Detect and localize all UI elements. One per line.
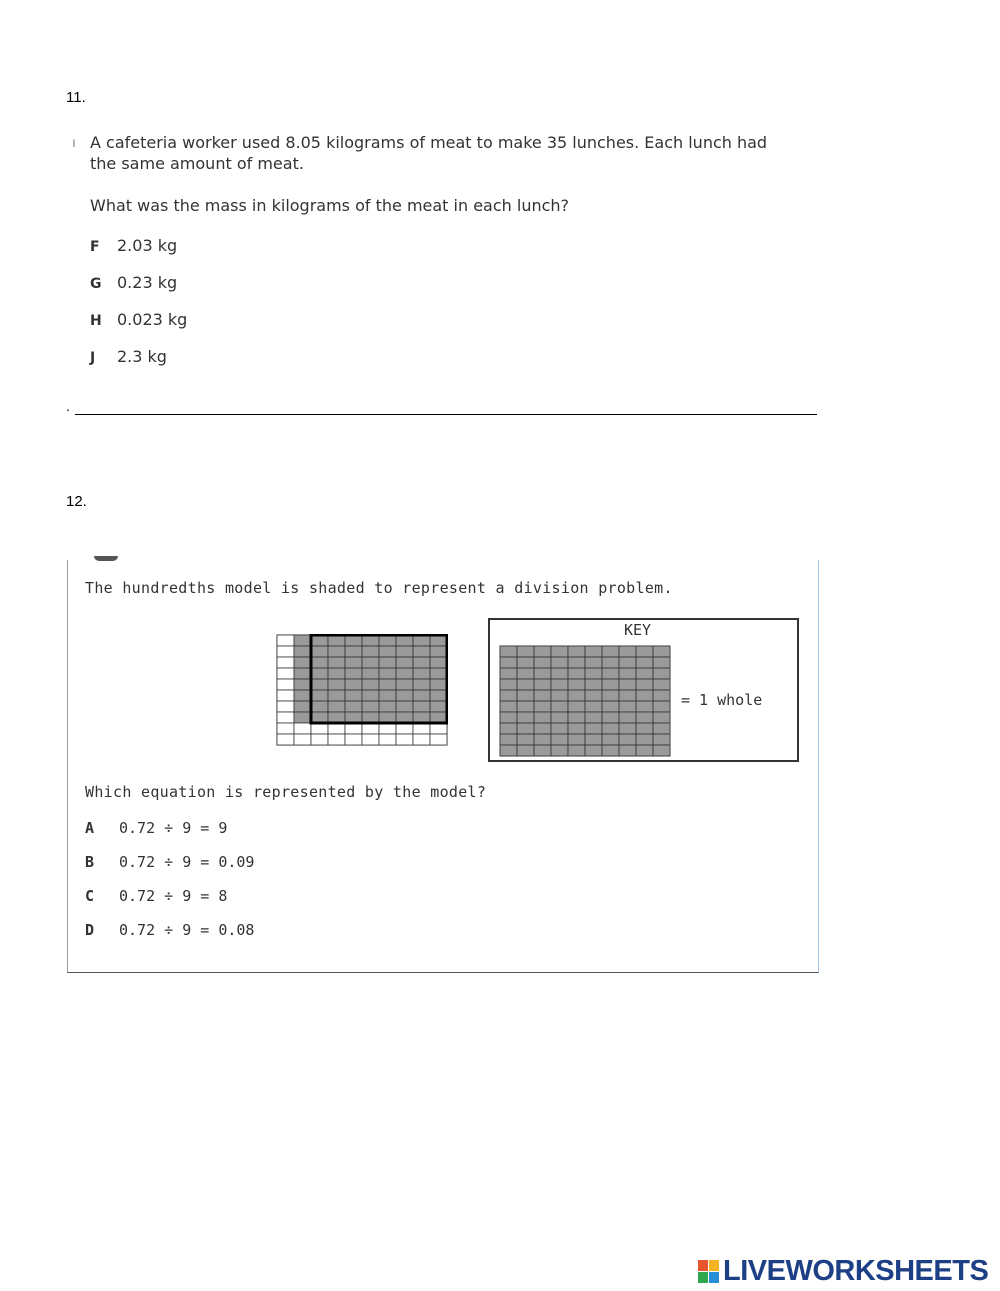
grid-cell-shaded bbox=[585, 690, 602, 701]
grid-cell-shaded bbox=[585, 701, 602, 712]
q12-option-c[interactable] bbox=[85, 887, 227, 905]
grid-cell bbox=[328, 723, 345, 734]
grid-cell-shaded bbox=[619, 690, 636, 701]
grid-cell-shaded bbox=[551, 668, 568, 679]
grid-cell-shaded bbox=[653, 690, 670, 701]
grid-cell bbox=[277, 690, 294, 701]
grid-cell bbox=[277, 646, 294, 657]
grid-cell-shaded bbox=[636, 712, 653, 723]
grid-cell-shaded bbox=[619, 668, 636, 679]
grid-cell bbox=[311, 723, 328, 734]
grid-cell-shaded bbox=[568, 701, 585, 712]
grid-cell-shaded bbox=[653, 701, 670, 712]
grid-cell-shaded bbox=[517, 646, 534, 657]
grid-cell-shaded bbox=[653, 646, 670, 657]
grid-cell-shaded bbox=[500, 701, 517, 712]
grid-cell-shaded bbox=[619, 712, 636, 723]
grid-cell-shaded bbox=[379, 679, 396, 690]
grid-cell-shaded bbox=[619, 679, 636, 690]
grid-cell bbox=[277, 679, 294, 690]
grid-cell-shaded bbox=[585, 657, 602, 668]
grid-cell-shaded bbox=[568, 657, 585, 668]
grid-cell-shaded bbox=[585, 723, 602, 734]
grid-cell-shaded bbox=[294, 646, 311, 657]
grid-cell-shaded bbox=[379, 701, 396, 712]
grid-cell-shaded bbox=[653, 712, 670, 723]
grid-cell-shaded bbox=[551, 679, 568, 690]
grid-cell-shaded bbox=[430, 635, 447, 646]
grid-cell-shaded bbox=[602, 745, 619, 756]
option-letter: D bbox=[85, 921, 95, 939]
grid-cell bbox=[379, 734, 396, 745]
grid-cell bbox=[379, 723, 396, 734]
grid-cell-shaded bbox=[636, 734, 653, 745]
grid-cell-shaded bbox=[362, 668, 379, 679]
grid-cell bbox=[396, 734, 413, 745]
logo-block bbox=[698, 1260, 708, 1271]
key-equals-whole: = 1 whole bbox=[681, 691, 763, 709]
grid-cell-shaded bbox=[653, 723, 670, 734]
grid-cell-shaded bbox=[362, 712, 379, 723]
grid-cell-shaded bbox=[500, 712, 517, 723]
grid-cell-shaded bbox=[413, 646, 430, 657]
grid-cell bbox=[277, 712, 294, 723]
grid-cell-shaded bbox=[517, 734, 534, 745]
grid-cell-shaded bbox=[345, 690, 362, 701]
grid-cell-shaded bbox=[396, 657, 413, 668]
option-letter: J bbox=[90, 350, 96, 366]
grid-cell-shaded bbox=[345, 712, 362, 723]
grid-cell-shaded bbox=[379, 712, 396, 723]
grid-cell-shaded bbox=[534, 690, 551, 701]
grid-cell-shaded bbox=[311, 701, 328, 712]
option-text: 0.72 ÷ 9 = 0.09 bbox=[119, 853, 255, 871]
grid-cell-shaded bbox=[294, 701, 311, 712]
grid-cell-shaded bbox=[551, 712, 568, 723]
q12-option-b[interactable] bbox=[85, 853, 254, 871]
grid-cell-shaded bbox=[653, 734, 670, 745]
logo-text: LIVEWORKSHEETS bbox=[723, 1255, 989, 1287]
grid-cell bbox=[430, 734, 447, 745]
grid-cell-shaded bbox=[551, 701, 568, 712]
grid-cell-shaded bbox=[328, 657, 345, 668]
grid-cell-shaded bbox=[294, 635, 311, 646]
grid-cell-shaded bbox=[362, 701, 379, 712]
grid-cell-shaded bbox=[328, 668, 345, 679]
option-text: 0.23 kg bbox=[117, 273, 178, 292]
grid-cell bbox=[413, 723, 430, 734]
grid-cell-shaded bbox=[602, 701, 619, 712]
grid-cell-shaded bbox=[619, 745, 636, 756]
grid-cell bbox=[430, 723, 447, 734]
option-text: 2.03 kg bbox=[117, 236, 178, 255]
q11-answer-line[interactable] bbox=[75, 414, 817, 415]
grid-cell-shaded bbox=[551, 745, 568, 756]
grid-cell-shaded bbox=[517, 679, 534, 690]
grid-cell-shaded bbox=[619, 723, 636, 734]
grid-cell-shaded bbox=[345, 679, 362, 690]
grid-cell-shaded bbox=[534, 745, 551, 756]
grid-cell-shaded bbox=[585, 734, 602, 745]
grid-cell-shaded bbox=[345, 701, 362, 712]
grid-cell-shaded bbox=[602, 646, 619, 657]
grid-cell-shaded bbox=[311, 679, 328, 690]
grid-cell-shaded bbox=[517, 723, 534, 734]
grid-cell-shaded bbox=[311, 657, 328, 668]
grid-cell-shaded bbox=[602, 657, 619, 668]
grid-cell-shaded bbox=[500, 734, 517, 745]
grid-cell-shaded bbox=[328, 679, 345, 690]
grid-cell-shaded bbox=[585, 745, 602, 756]
key-label: KEY bbox=[624, 621, 652, 639]
grid-cell-shaded bbox=[585, 712, 602, 723]
grid-cell-shaded bbox=[413, 635, 430, 646]
grid-cell-shaded bbox=[653, 745, 670, 756]
q12-option-a[interactable] bbox=[85, 819, 227, 837]
grid-cell-shaded bbox=[551, 690, 568, 701]
grid-cell-shaded bbox=[517, 745, 534, 756]
grid-cell-shaded bbox=[534, 723, 551, 734]
grid-cell-shaded bbox=[413, 690, 430, 701]
grid-cell-shaded bbox=[568, 712, 585, 723]
option-letter: C bbox=[85, 887, 95, 905]
q12-intro: The hundredths model is shaded to represent a division problem. bbox=[85, 579, 673, 597]
grid-cell-shaded bbox=[430, 679, 447, 690]
grid-cell-shaded bbox=[328, 712, 345, 723]
grid-cell-shaded bbox=[379, 657, 396, 668]
grid-cell bbox=[396, 723, 413, 734]
q11-stem-line1: A cafeteria worker used 8.05 kilograms of meat to make 35 lunches. Each lunch had bbox=[90, 133, 768, 152]
grid-cell-shaded bbox=[328, 690, 345, 701]
grid-cell-shaded bbox=[430, 657, 447, 668]
grid-cell-shaded bbox=[362, 646, 379, 657]
grid-cell-shaded bbox=[636, 723, 653, 734]
q11-stem-line2: the same amount of meat. bbox=[90, 154, 304, 173]
grid-cell-shaded bbox=[534, 701, 551, 712]
grid-cell-shaded bbox=[379, 646, 396, 657]
grid-cell bbox=[277, 657, 294, 668]
grid-cell-shaded bbox=[653, 668, 670, 679]
grid-cell-shaded bbox=[294, 668, 311, 679]
grid-cell-shaded bbox=[413, 657, 430, 668]
grid-cell-shaded bbox=[328, 646, 345, 657]
option-letter: H bbox=[90, 313, 102, 329]
grid-cell-shaded bbox=[362, 635, 379, 646]
grid-cell-shaded bbox=[551, 723, 568, 734]
grid-cell-shaded bbox=[517, 657, 534, 668]
option-text: 0.72 ÷ 9 = 9 bbox=[119, 819, 228, 837]
grid-cell-shaded bbox=[430, 712, 447, 723]
grid-cell-shaded bbox=[653, 657, 670, 668]
q12-question: Which equation is represented by the model? bbox=[85, 783, 487, 801]
option-letter: G bbox=[90, 276, 102, 292]
option-letter: B bbox=[85, 853, 95, 871]
grid-cell bbox=[345, 723, 362, 734]
grid-cell bbox=[362, 723, 379, 734]
grid-cell bbox=[311, 734, 328, 745]
grid-cell-shaded bbox=[568, 745, 585, 756]
grid-cell-shaded bbox=[396, 646, 413, 657]
grid-cell-shaded bbox=[636, 646, 653, 657]
grid-cell-shaded bbox=[500, 646, 517, 657]
grid-cell-shaded bbox=[585, 668, 602, 679]
option-text: 2.3 kg bbox=[117, 347, 167, 366]
grid-cell-shaded bbox=[311, 712, 328, 723]
q11-answer-dot: . bbox=[66, 398, 70, 414]
grid-cell-shaded bbox=[636, 690, 653, 701]
grid-cell-shaded bbox=[568, 723, 585, 734]
liveworksheets-logo bbox=[698, 1255, 988, 1288]
grid-cell-shaded bbox=[602, 723, 619, 734]
grid-cell-shaded bbox=[636, 679, 653, 690]
grid-cell-shaded bbox=[551, 734, 568, 745]
grid-cell-shaded bbox=[568, 679, 585, 690]
q11-option-j[interactable] bbox=[90, 347, 167, 366]
grid-cell-shaded bbox=[345, 635, 362, 646]
grid-cell-shaded bbox=[568, 646, 585, 657]
model-grid bbox=[277, 635, 447, 745]
grid-cell bbox=[345, 734, 362, 745]
grid-cell-shaded bbox=[413, 701, 430, 712]
grid-cell-shaded bbox=[636, 668, 653, 679]
logo-blocks-icon bbox=[698, 1260, 720, 1284]
grid-cell-shaded bbox=[517, 712, 534, 723]
hundredths-model bbox=[276, 634, 448, 746]
grid-cell-shaded bbox=[379, 635, 396, 646]
grid-cell-shaded bbox=[517, 690, 534, 701]
grid-cell-shaded bbox=[500, 690, 517, 701]
grid-cell-shaded bbox=[311, 646, 328, 657]
option-text: 0.72 ÷ 9 = 8 bbox=[119, 887, 228, 905]
grid-cell-shaded bbox=[619, 701, 636, 712]
q11-option-g[interactable] bbox=[90, 273, 177, 292]
grid-cell-shaded bbox=[602, 712, 619, 723]
grid-cell bbox=[277, 734, 294, 745]
grid-cell-shaded bbox=[430, 668, 447, 679]
grid-cell-shaded bbox=[430, 646, 447, 657]
grid-cell-shaded bbox=[311, 668, 328, 679]
grid-cell-shaded bbox=[619, 646, 636, 657]
grid-cell-shaded bbox=[362, 690, 379, 701]
grid-cell-shaded bbox=[619, 734, 636, 745]
grid-cell-shaded bbox=[534, 712, 551, 723]
grid-cell-shaded bbox=[500, 657, 517, 668]
grid-cell-shaded bbox=[602, 679, 619, 690]
grid-cell-shaded bbox=[517, 668, 534, 679]
grid-cell-shaded bbox=[551, 646, 568, 657]
q11-stem bbox=[90, 132, 767, 174]
grid-cell bbox=[328, 734, 345, 745]
q11-option-h[interactable] bbox=[90, 310, 187, 329]
grid-cell bbox=[294, 723, 311, 734]
grid-cell-shaded bbox=[602, 734, 619, 745]
grid-cell-shaded bbox=[653, 679, 670, 690]
grid-cell-shaded bbox=[585, 679, 602, 690]
grid-cell bbox=[277, 701, 294, 712]
grid-cell-shaded bbox=[534, 657, 551, 668]
grid-cell-shaded bbox=[636, 657, 653, 668]
grid-cell bbox=[277, 635, 294, 646]
grid-cell-shaded bbox=[345, 668, 362, 679]
grid-cell-shaded bbox=[602, 668, 619, 679]
grid-cell-shaded bbox=[534, 668, 551, 679]
grid-cell-shaded bbox=[311, 690, 328, 701]
grid-cell-shaded bbox=[534, 734, 551, 745]
grid-cell-shaded bbox=[568, 690, 585, 701]
grid-cell-shaded bbox=[413, 679, 430, 690]
grid-cell-shaded bbox=[362, 657, 379, 668]
grid-cell-shaded bbox=[430, 690, 447, 701]
grid-cell-shaded bbox=[568, 734, 585, 745]
grid-cell bbox=[277, 668, 294, 679]
q12-cropped-mark bbox=[94, 556, 118, 561]
grid-cell-shaded bbox=[379, 690, 396, 701]
grid-cell-shaded bbox=[568, 668, 585, 679]
grid-cell bbox=[413, 734, 430, 745]
grid-cell-shaded bbox=[328, 635, 345, 646]
grid-cell-shaded bbox=[345, 646, 362, 657]
grid-cell-shaded bbox=[396, 635, 413, 646]
key-grid-lines bbox=[500, 646, 670, 756]
grid-cell-shaded bbox=[619, 657, 636, 668]
logo-block bbox=[709, 1260, 719, 1271]
grid-cell bbox=[294, 734, 311, 745]
grid-cell-shaded bbox=[413, 712, 430, 723]
grid-cell-shaded bbox=[362, 679, 379, 690]
q11-question: What was the mass in kilograms of the meat in each lunch? bbox=[90, 196, 570, 215]
grid-cell-shaded bbox=[636, 745, 653, 756]
grid-cell-shaded bbox=[396, 679, 413, 690]
grid-cell bbox=[362, 734, 379, 745]
grid-cell-shaded bbox=[345, 657, 362, 668]
grid-cell-shaded bbox=[294, 712, 311, 723]
question-12-number: 12. bbox=[66, 493, 87, 510]
grid-cell-shaded bbox=[311, 635, 328, 646]
grid-cell-shaded bbox=[500, 668, 517, 679]
grid-cell-shaded bbox=[396, 712, 413, 723]
grid-cell-shaded bbox=[396, 668, 413, 679]
grid-cell-shaded bbox=[413, 668, 430, 679]
grid-cell-shaded bbox=[585, 646, 602, 657]
grid-cell-shaded bbox=[517, 701, 534, 712]
option-letter: F bbox=[90, 239, 100, 255]
grid-cell bbox=[277, 723, 294, 734]
q12-option-d[interactable] bbox=[85, 921, 254, 939]
grid-cell-shaded bbox=[396, 690, 413, 701]
key-whole-grid bbox=[499, 645, 671, 757]
grid-cell-shaded bbox=[500, 679, 517, 690]
option-letter: A bbox=[85, 819, 95, 837]
grid-cell-shaded bbox=[294, 690, 311, 701]
grid-cell-shaded bbox=[430, 701, 447, 712]
logo-block bbox=[698, 1272, 708, 1283]
grid-cell-shaded bbox=[328, 701, 345, 712]
grid-cell-shaded bbox=[500, 745, 517, 756]
grid-cell-shaded bbox=[379, 668, 396, 679]
grid-cell-shaded bbox=[636, 701, 653, 712]
grid-cell-shaded bbox=[534, 679, 551, 690]
option-text: 0.72 ÷ 9 = 0.08 bbox=[119, 921, 255, 939]
grid-cell-shaded bbox=[396, 701, 413, 712]
logo-block bbox=[709, 1272, 719, 1283]
grid-cell-shaded bbox=[534, 646, 551, 657]
q11-option-f[interactable] bbox=[90, 236, 177, 255]
option-text: 0.023 kg bbox=[117, 310, 188, 329]
grid-cell-shaded bbox=[294, 657, 311, 668]
grid-cell-shaded bbox=[500, 723, 517, 734]
question-11-number: 11. bbox=[66, 89, 86, 106]
grid-cell-shaded bbox=[294, 679, 311, 690]
grid-cell-shaded bbox=[602, 690, 619, 701]
grid-cell-shaded bbox=[551, 657, 568, 668]
q11-marker: ı bbox=[72, 134, 76, 150]
